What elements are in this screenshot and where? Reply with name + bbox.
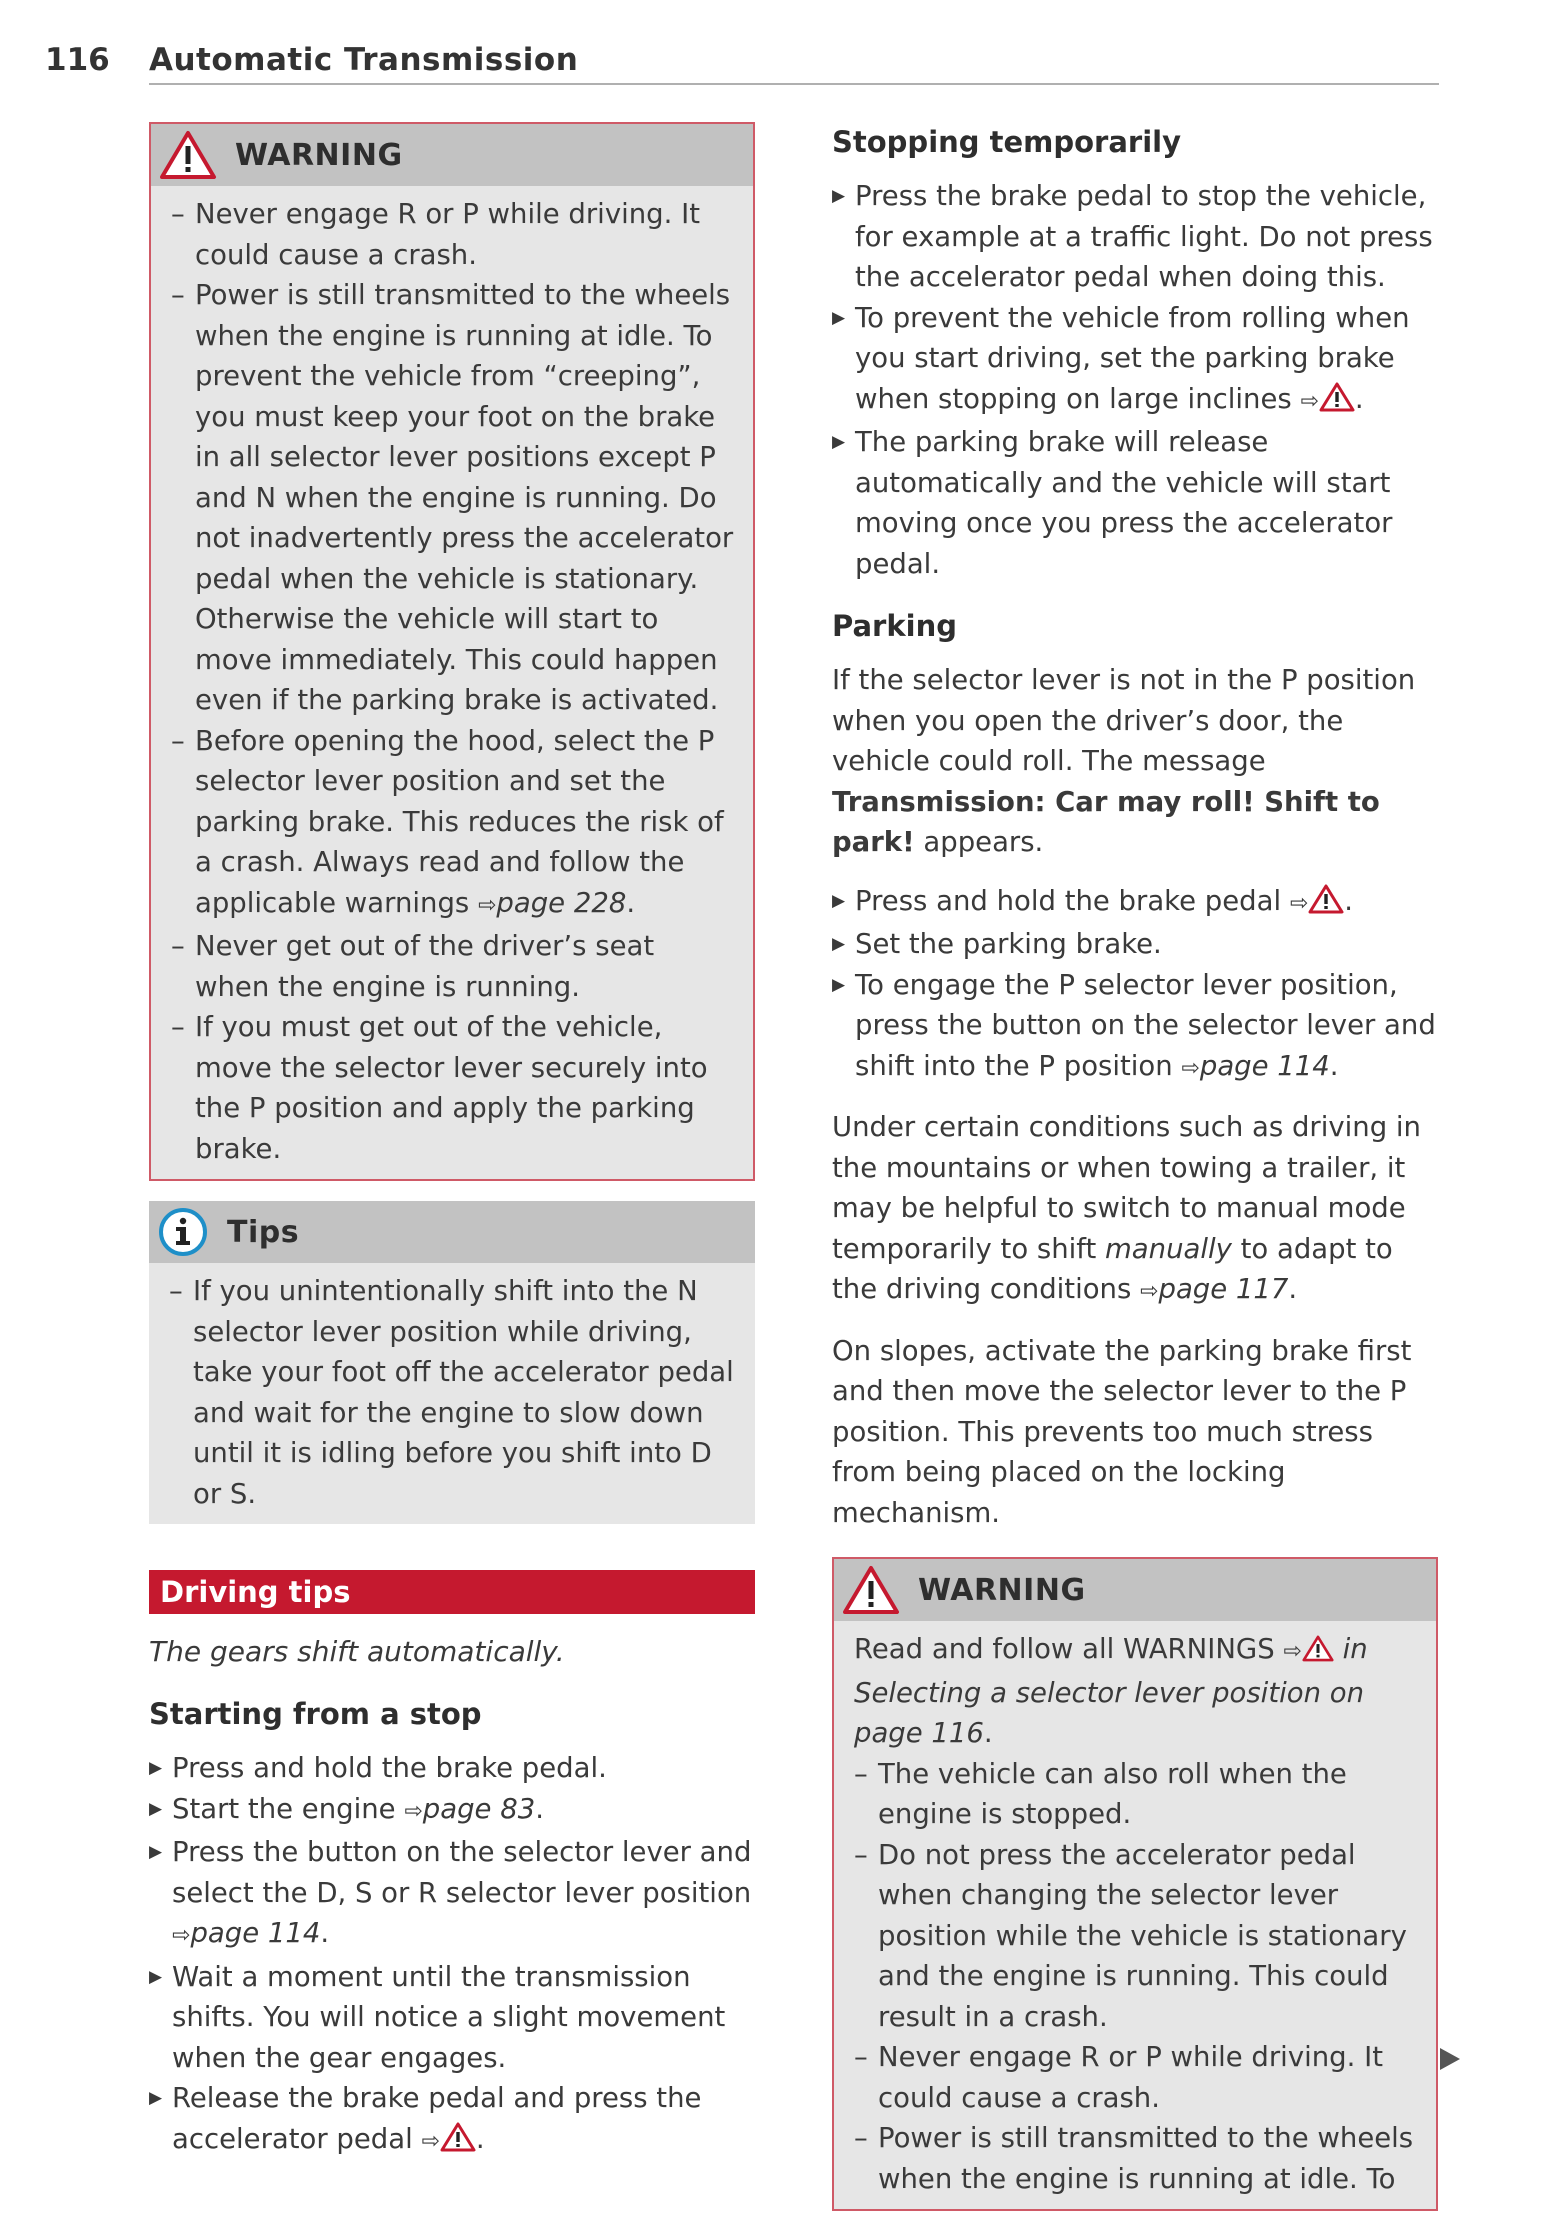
warning-box-header [151, 124, 753, 186]
list-item: ▶ Press the button on the selector lever and select the D, S or R selector lever position ⇨page 114. [149, 1836, 752, 1949]
subheading-stopping: Stopping temporarily [832, 125, 1182, 159]
cross-reference-arrow-icon: ⇨ [172, 1923, 191, 1948]
continue-arrow-icon [1440, 2048, 1460, 2070]
list-item: ▶ Press and hold the brake pedal. [149, 1752, 607, 1784]
list-item: ▶ Wait a moment until the transmission shifts. You will notice a slight movement when the gear engages. [149, 1960, 726, 2074]
tip-item: – If you unintentionally shift into the N selector lever position while driving, take your foot off the accelerator pedal and wait for the engine to slow down until it is idling before you shift into D or S. [169, 1275, 734, 1510]
page-reference-link[interactable]: in Selecting a selector lever position on page 116 [854, 1633, 1368, 1749]
warning-triangle-icon[interactable] [1308, 884, 1344, 914]
page-reference-link[interactable]: page 114 [190, 1917, 321, 1949]
cross-reference-arrow-icon: ⇨ [1181, 1055, 1200, 1081]
parking-steps-list [832, 881, 1438, 1090]
cross-reference-arrow-icon: ⇨ [1283, 1639, 1302, 1664]
warning-triangle-icon [842, 1565, 900, 1615]
warning-triangle-icon[interactable] [1319, 382, 1355, 412]
stopping-steps-list [832, 176, 1438, 584]
warning-box-header [834, 1559, 1436, 1621]
left-column [149, 122, 755, 2162]
list-item: ▶ Release the brake pedal and press the accelerator pedal ⇨ . [149, 2082, 702, 2155]
cross-reference-arrow-icon: ⇨ [404, 1798, 423, 1824]
tips-box [149, 1201, 755, 1524]
warning-item: – Power is still transmitted to the wheels when the engine is running at idle. To prevent the vehicle from “creeping”, you must keep your foot on the brake in all selector lever positions except P and N when the engine is running. Do not inadvertently press the accelerator pedal when the vehicle is stationary. Otherwise the vehicle will start to move immediately. This could happen even if the parking brake is activated. [171, 279, 734, 716]
warning-title: WARNING [235, 137, 403, 173]
parking-intro: If the selector lever is not in the P position when you open the driver’s door, the vehicle could roll. The message Transmission: Car may roll! Shift to park! appears. [832, 664, 1416, 858]
cross-reference-arrow-icon: ⇨ [477, 892, 497, 918]
page-number: 116 [45, 42, 110, 78]
cross-reference-arrow-icon: ⇨ [421, 2128, 440, 2154]
subheading-starting: Starting from a stop [149, 1697, 482, 1731]
warning-item: – The vehicle can also roll when the engine is stopped. [854, 1757, 1347, 1830]
tips-title: Tips [227, 1214, 300, 1250]
page-reference-link[interactable]: page 114 [1199, 1049, 1330, 1082]
list-item: ▶ Press the brake pedal to stop the vehicle, for example at a traffic light. Do not press the accelerator pedal when doing this. [832, 180, 1433, 293]
subheading-parking: Parking [832, 609, 957, 643]
header-divider [149, 83, 1439, 85]
cross-reference-arrow-icon: ⇨ [1289, 890, 1309, 916]
page-header [45, 42, 1435, 86]
warning-item: – Before opening the hood, select the P selector lever position and set the parking brake. This reduces the risk of a crash. Always read and follow the applicable warnings ⇨page 228. [171, 724, 724, 919]
warning-item: – Do not press the accelerator pedal when changing the selector lever position while the vehicle is stationary and the engine is running. This could result in a crash. [854, 1838, 1407, 2033]
section-lead: The gears shift automatically. [149, 1635, 565, 1668]
message-text: Transmission: Car may roll! Shift to park! [832, 785, 1380, 858]
warning-triangle-icon[interactable] [1302, 1635, 1334, 1662]
list-item: ▶ To engage the P selector lever position, press the button on the selector lever and shift into the P position ⇨page 114. [832, 968, 1436, 1082]
list-item: ▶ Start the engine ⇨page 83. [149, 1792, 544, 1825]
slopes-paragraph: On slopes, activate the parking brake first and then move the selector lever to the P position. This prevents too much stress from being placed on the locking mechanism. [832, 1334, 1412, 1529]
cross-reference-arrow-icon: ⇨ [1300, 388, 1319, 414]
warning-title: WARNING [918, 1572, 1086, 1608]
warning-triangle-icon[interactable] [440, 2122, 476, 2152]
warning-box-1 [149, 122, 755, 1181]
list-item: ▶ To prevent the vehicle from rolling when you start driving, set the parking brake when stopping on large inclines ⇨ . [832, 301, 1410, 415]
warning-item: – If you must get out of the vehicle, move the selector lever securely into the P position and apply the parking brake. [171, 1011, 708, 1165]
right-column [832, 122, 1438, 2231]
tips-box-header [149, 1201, 755, 1263]
starting-steps-list [149, 1748, 755, 2162]
chapter-title: Automatic Transmission [149, 42, 579, 78]
info-icon [157, 1206, 209, 1258]
warning-item: – Never engage R or P while driving. It could cause a crash. [854, 2041, 1383, 2114]
warning-item: – Power is still transmitted to the wheels when the engine is running at idle. To [854, 2122, 1414, 2195]
list-item: ▶ Press and hold the brake pedal ⇨ . [832, 884, 1354, 917]
list-item: ▶ Set the parking brake. [832, 928, 1162, 960]
list-item: ▶ The parking brake will release automatically and the vehicle will start moving once you press the accelerator pedal. [832, 426, 1393, 580]
page-reference-link[interactable]: page 83 [422, 1792, 536, 1825]
page-reference-link[interactable]: page 228 [496, 886, 627, 919]
warning-triangle-icon [159, 130, 217, 180]
warning-box-2 [832, 1557, 1438, 2211]
warning-item: – Never engage R or P while driving. It could cause a crash. [171, 198, 700, 271]
warning-intro: Read and follow all WARNINGS ⇨ in Selecting a selector lever position on page 116. [854, 1633, 1368, 1749]
manual-mode-paragraph: Under certain conditions such as driving in the mountains or when towing a trailer, it may be helpful to switch to manual mode temporarily to shift manually to adapt to the driving conditions ⇨page 117. [832, 1111, 1421, 1305]
cross-reference-arrow-icon: ⇨ [1140, 1279, 1159, 1304]
warning-item: – Never get out of the driver’s seat when the engine is running. [171, 930, 655, 1003]
page-reference-link[interactable]: page 117 [1158, 1273, 1289, 1305]
section-heading-driving-tips: Driving tips [149, 1570, 755, 1614]
